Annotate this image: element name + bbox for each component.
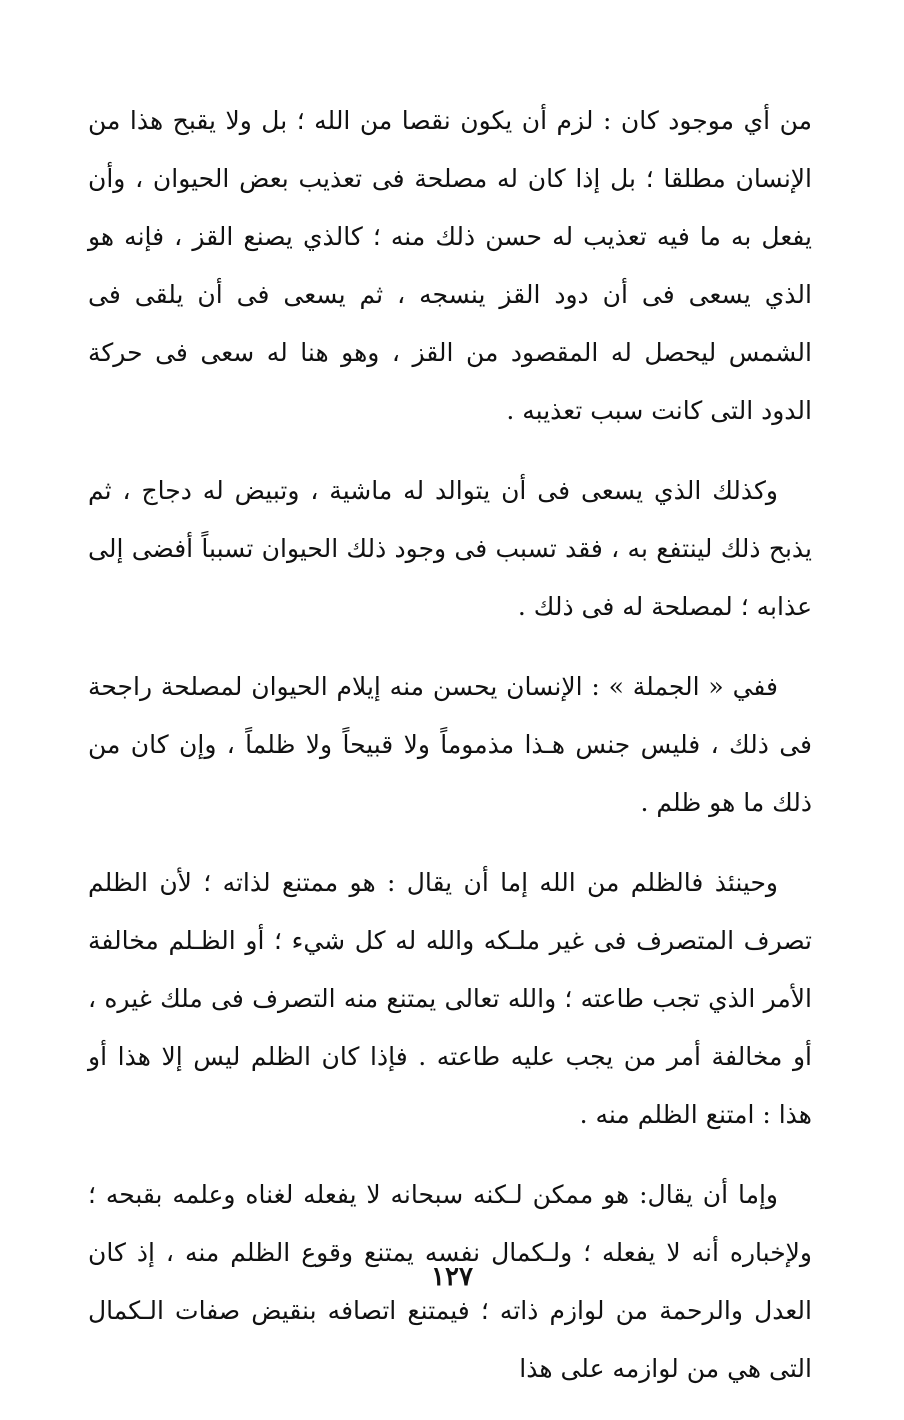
body-text	[88, 92, 812, 1420]
paragraph-1: من أي موجود كان : لزم أن يكون نقصا من الله ؛ بل ولا يقبح هذا من الإنسان مطلقا ؛ بل إذا كان له مصلحة فى تعذيب بعض الحيوان ، وأن يفعل به ما فيه تعذيب له حسن ذلك منه ؛ كالذي يصنع القز ، فإنه هو الذي يسعى فى أن دود القز ينسجه ، ثم يسعى فى أن يلقى فى الشمس ليحصل له المقصود من القز ، وهو هنا له سعى فى حركة الدود التى كانت سبب تعذيبه .	[88, 106, 812, 425]
paragraph-3: ففي « الجملة » : الإنسان يحسن منه إيلام الحيوان لمصلحة راجحة فى ذلك ، فليس جنس هـذا مذموماً ولا قبيحاً ولا ظلماً ، وإن كان من ذلك ما هو ظلم .	[88, 672, 812, 817]
paragraph-5: وإما أن يقال: هو ممكن لـكنه سبحانه لا يفعله لغناه وعلمه بقبحه ؛ ولإخباره أنه لا يفعله ؛ ولـكمال نفسه يمتنع وقوع الظلم منه ، إذ كان العدل والرحمة من لوازم ذاته ؛ فيمتنع اتصافه بنقيض صفات الـكمال التى هي من لوازمه على هذا	[88, 1180, 812, 1383]
page-number: ١٢٧	[431, 1262, 473, 1292]
paragraph-4: وحينئذ فالظلم من الله إما أن يقال : هو ممتنع لذاته ؛ لأن الظلم تصرف المتصرف فى غير ملـكه والله له كل شيء ؛ أو الظـلم مخالفة الأمر الذي تجب طاعته ؛ والله تعالى يمتنع منه التصرف فى ملك غيره ، أو مخالفة أمر من يجب عليه طاعته . فإذا كان الظلم ليس إلا هذا أو هذا : امتنع الظلم منه .	[88, 868, 812, 1129]
paragraph-2: وكذلك الذي يسعى فى أن يتوالد له ماشية ، وتبيض له دجاج ، ثم يذبح ذلك لينتفع به ، فقد تسبب فى وجود ذلك الحيوان تسبباً أفضى إلى عذابه ؛ لمصلحة له فى ذلك .	[88, 476, 812, 621]
